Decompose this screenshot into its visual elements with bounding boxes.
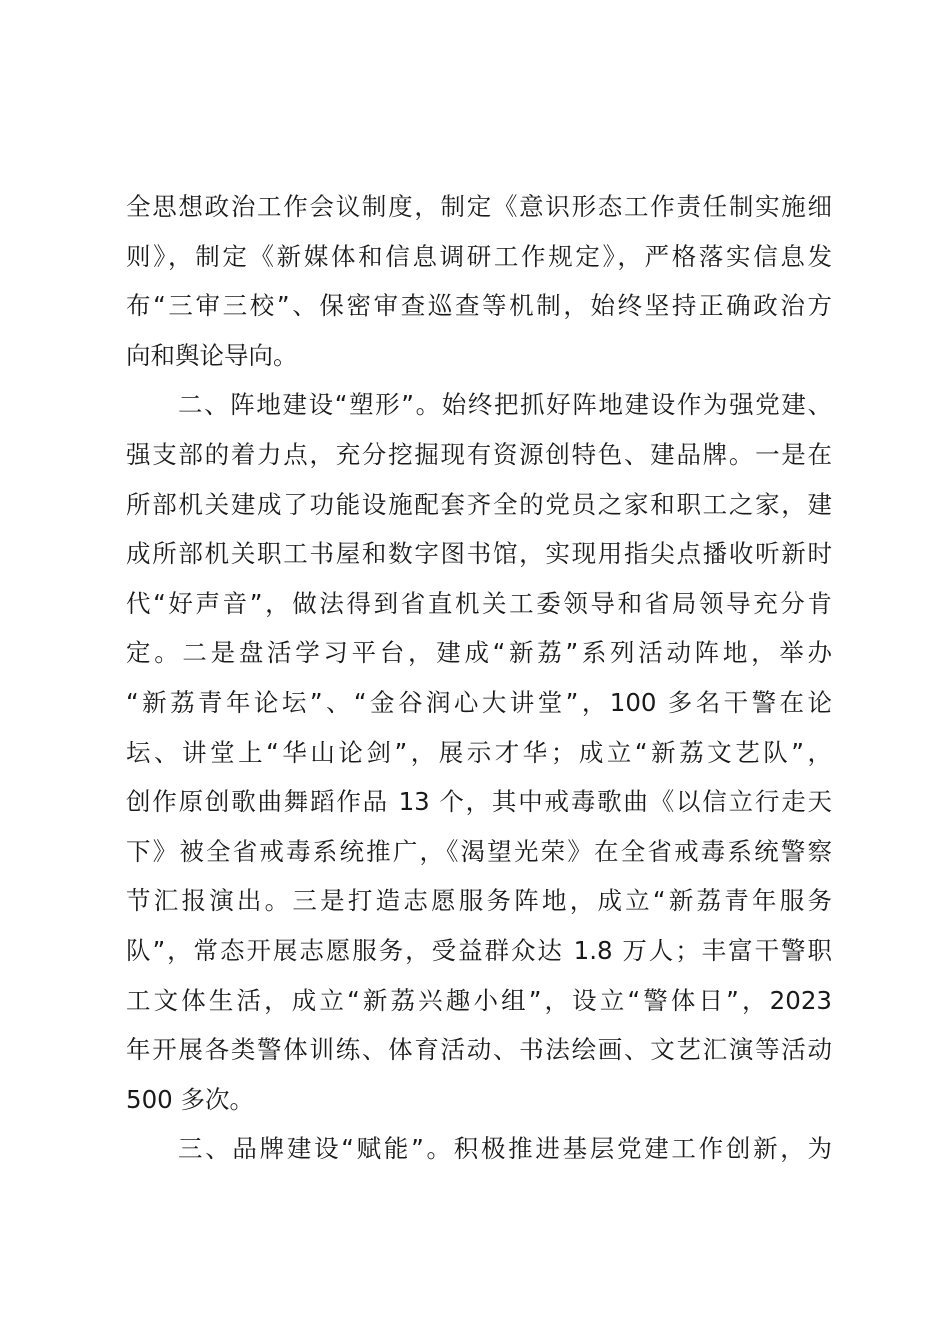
paragraph-line: 全思想政治工作会议制度，制定《意识形态工作责任制实施细 [126,192,832,221]
paragraph-line: 成所部机关职工书屋和数字图书馆，实现用指尖点播收听新时 [126,539,832,569]
paragraph-line: 强支部的着力点，充分挖掘现有资源创特色、建品牌。一是在 [126,439,832,469]
paragraph-line: 代“好声音”，做法得到省直机关工委领导和省局领导充分肯 [126,588,832,618]
paragraph-1 [126,182,832,380]
paragraph-line: 500 多次。 [126,1084,255,1114]
paragraph-line: 节汇报演出。三是打造志愿服务阵地，成立“新荔青年服务 [126,886,832,916]
paragraph-line: 队”，常态开展志愿服务，受益群众达 1.8 万人；丰富干警职 [126,935,832,965]
paragraph-line: 则》，制定《新媒体和信息调研工作规定》，严格落实信息发 [126,241,832,271]
paragraph-line: 向和舆论导向。 [126,340,298,370]
paragraph-line: 工文体生活，成立“新荔兴趣小组”，设立“警体日”，2023 [126,985,832,1015]
paragraph-2 [126,380,832,1124]
paragraph-line: 创作原创歌曲舞蹈作品 13 个，其中戒毒歌曲《以信立行走天 [126,787,832,817]
paragraph-line: 所部机关建成了功能设施配套齐全的党员之家和职工之家，建 [126,489,832,519]
paragraph-line: “新荔青年论坛”、“金谷润心大讲堂”，100 多名干警在论 [126,687,832,717]
paragraph-line: 布“三审三校”、保密审查巡查等机制，始终坚持正确政治方 [126,291,832,321]
paragraph-line: 三、品牌建设“赋能”。积极推进基层党建工作创新，为 [178,1134,832,1164]
paragraph-3 [126,1124,832,1174]
paragraph-line: 二、阵地建设“塑形”。始终把抓好阵地建设作为强党建、 [178,390,832,420]
paragraph-line: 年开展各类警体训练、体育活动、书法绘画、文艺汇演等活动 [126,1035,832,1065]
paragraph-line: 下》被全省戒毒系统推广，《渴望光荣》在全省戒毒系统警察 [126,836,832,866]
paragraph-line: 坛、讲堂上“华山论剑”，展示才华；成立“新荔文艺队”， [126,737,832,767]
document-body [126,182,832,1174]
paragraph-line: 定。二是盘活学习平台，建成“新荔”系列活动阵地，举办 [126,638,832,668]
